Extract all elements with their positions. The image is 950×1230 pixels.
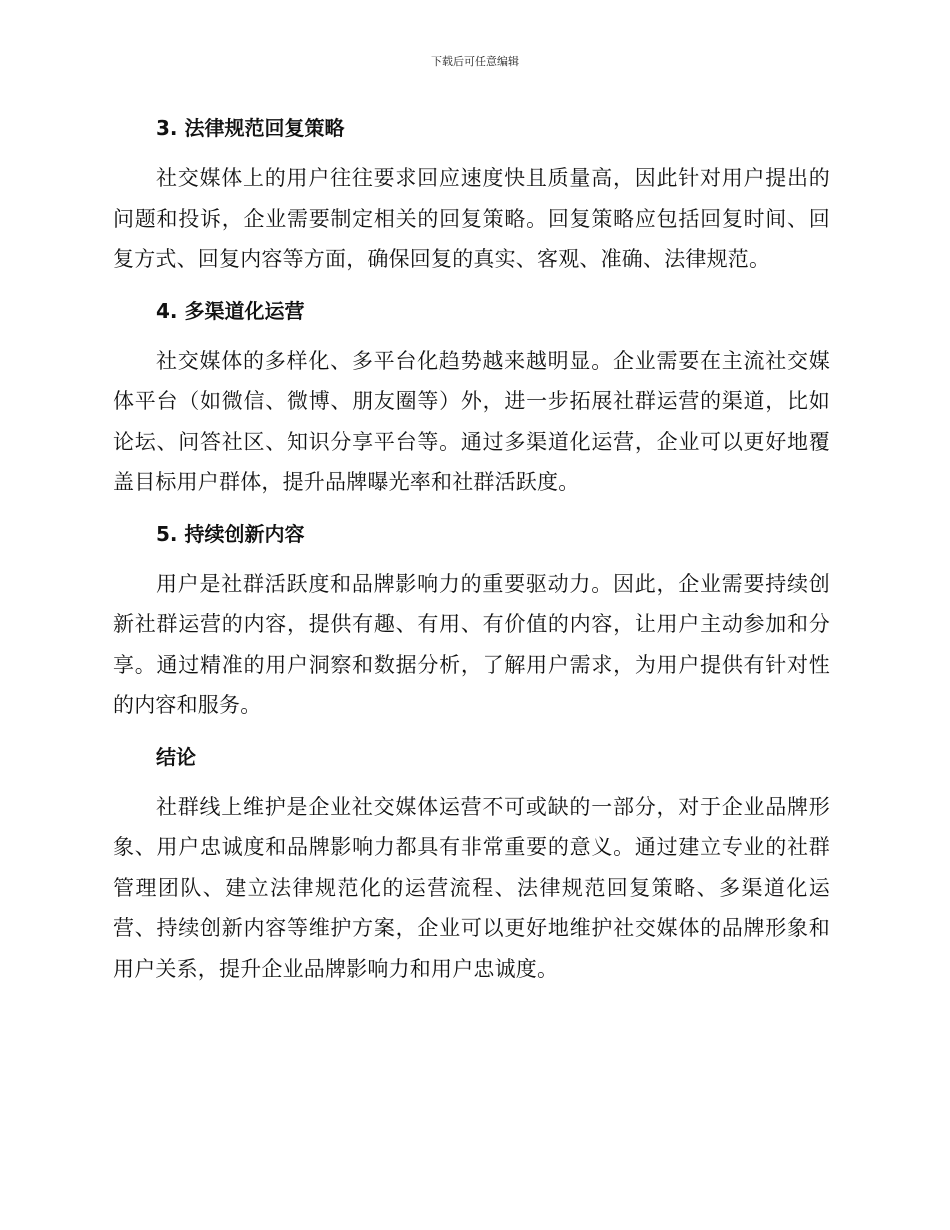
section-heading: 4. 多渠道化运营	[156, 298, 305, 323]
section-heading: 5. 持续创新内容	[156, 521, 305, 546]
section-reply-strategy	[113, 108, 830, 280]
section-heading: 结论	[156, 744, 196, 769]
section-multichannel	[113, 291, 830, 503]
section-paragraph: 用户是社群活跃度和品牌影响力的重要驱动力。因此，企业需要持续创新社群运营的内容，提供有趣、有用、有价值的内容，让用户主动参加和分享。通过精准的用户洞察和数据分析，了解用户需求，为用户提供有针对性的内容和服务。	[113, 571, 830, 717]
document-body	[113, 108, 830, 1000]
section-content-innovation	[113, 514, 830, 726]
page-header: 下载后可任意编辑	[431, 55, 519, 68]
section-heading: 3. 法律规范回复策略	[156, 116, 345, 140]
section-paragraph: 社交媒体上的用户往往要求回应速度快且质量高，因此针对用户提出的问题和投诉，企业需要制定相关的回复策略。回复策略应包括回复时间、回复方式、回复内容等方面，确保回复的真实、客观、准确、法律规范。	[113, 166, 830, 271]
section-paragraph: 社群线上维护是企业社交媒体运营不可或缺的一部分，对于企业品牌形象、用户忠诚度和品牌影响力都具有非常重要的意义。通过建立专业的社群管理团队、建立法律规范化的运营流程、法律规范回复策略、多渠道化运营、持续创新内容等维护方案，企业可以更好地维护社交媒体的品牌形象和用户关系，提升企业品牌影响力和用户忠诚度。	[113, 794, 830, 981]
section-paragraph: 社交媒体的多样化、多平台化趋势越来越明显。企业需要在主流社交媒体平台（如微信、微博、朋友圈等）外，进一步拓展社群运营的渠道，比如论坛、问答社区、知识分享平台等。通过多渠道化运营，企业可以更好地覆盖目标用户群体，提升品牌曝光率和社群活跃度。	[113, 348, 830, 494]
section-conclusion	[113, 737, 830, 990]
